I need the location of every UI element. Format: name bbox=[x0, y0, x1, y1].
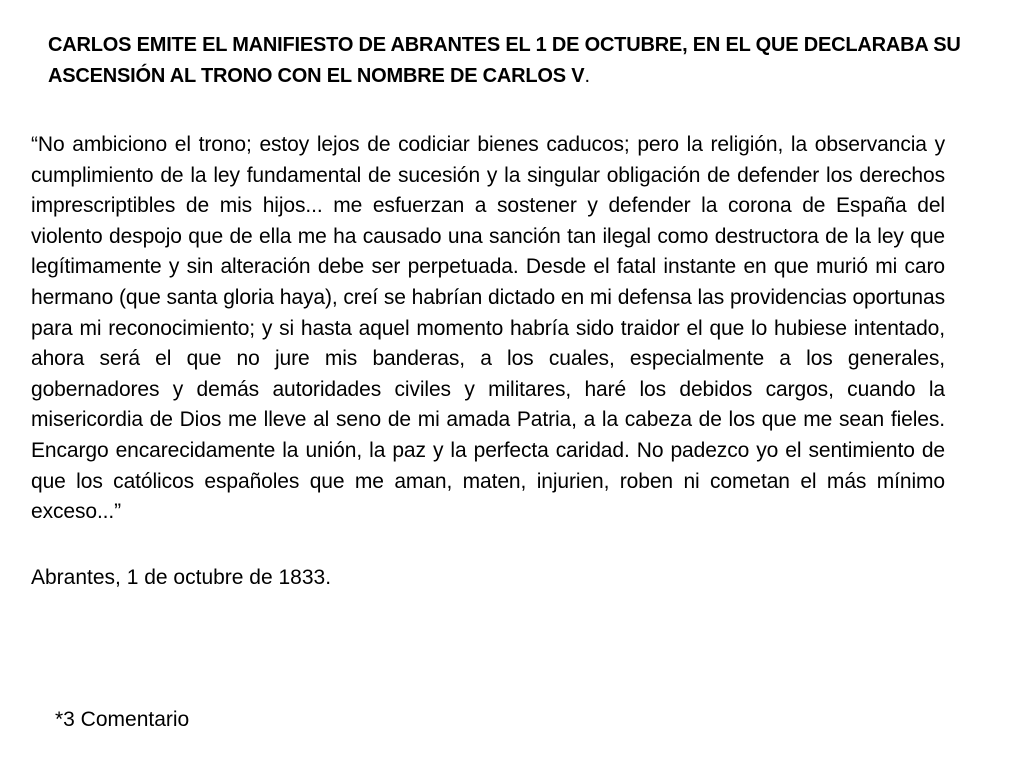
slide-title-period: . bbox=[584, 65, 590, 87]
manifesto-quote bbox=[31, 130, 945, 528]
manifesto-date-signoff: Abrantes, 1 de octubre de 1833. bbox=[31, 566, 332, 589]
slide-title bbox=[48, 30, 988, 92]
comment-note: *3 Comentario bbox=[55, 708, 190, 731]
manifesto-quote-text: “No ambiciono el trono; estoy lejos de codiciar bienes caducos; pero la religión, la observancia y cumplimiento de la ley fundamental de sucesión y la singular obligación de defender los derechos imprescriptibles de mis hijos... me esfuerzan a sostener y defender la corona de España del violento despojo que de ella me ha causado una sanción tan ilegal como destructora de la ley que legítimamente y sin alteración debe ser perpetuada. Desde el fatal instante en que murió mi caro hermano (que santa gloria haya), creí se habrían dictado en mi defensa las providencias oportunas para mi reconocimiento; y si hasta aquel momento habría sido traidor el que lo hubiese intentado, ahora será el que no jure mis banderas, a los cuales, especialmente a los generales, gobernadores y demás autoridades civiles y militares, haré los debidos cargos, cuando la misericordia de Dios me lleve al seno de mi amada Patria, a la cabeza de los que me sean fieles. Encargo encarecidamente la unión, la paz y la perfecta caridad. No padezco yo el sentimiento de que los católicos españoles que me aman, maten, injurien, roben ni cometan el más mínimo exceso...” bbox=[31, 133, 945, 524]
slide-title-text: CARLOS EMITE EL MANIFIESTO DE ABRANTES EL 1 DE OCTUBRE, EN EL QUE DECLARABA SU ASCENSIÓN AL TRONO CON EL NOMBRE DE CARLOS V bbox=[48, 34, 961, 87]
